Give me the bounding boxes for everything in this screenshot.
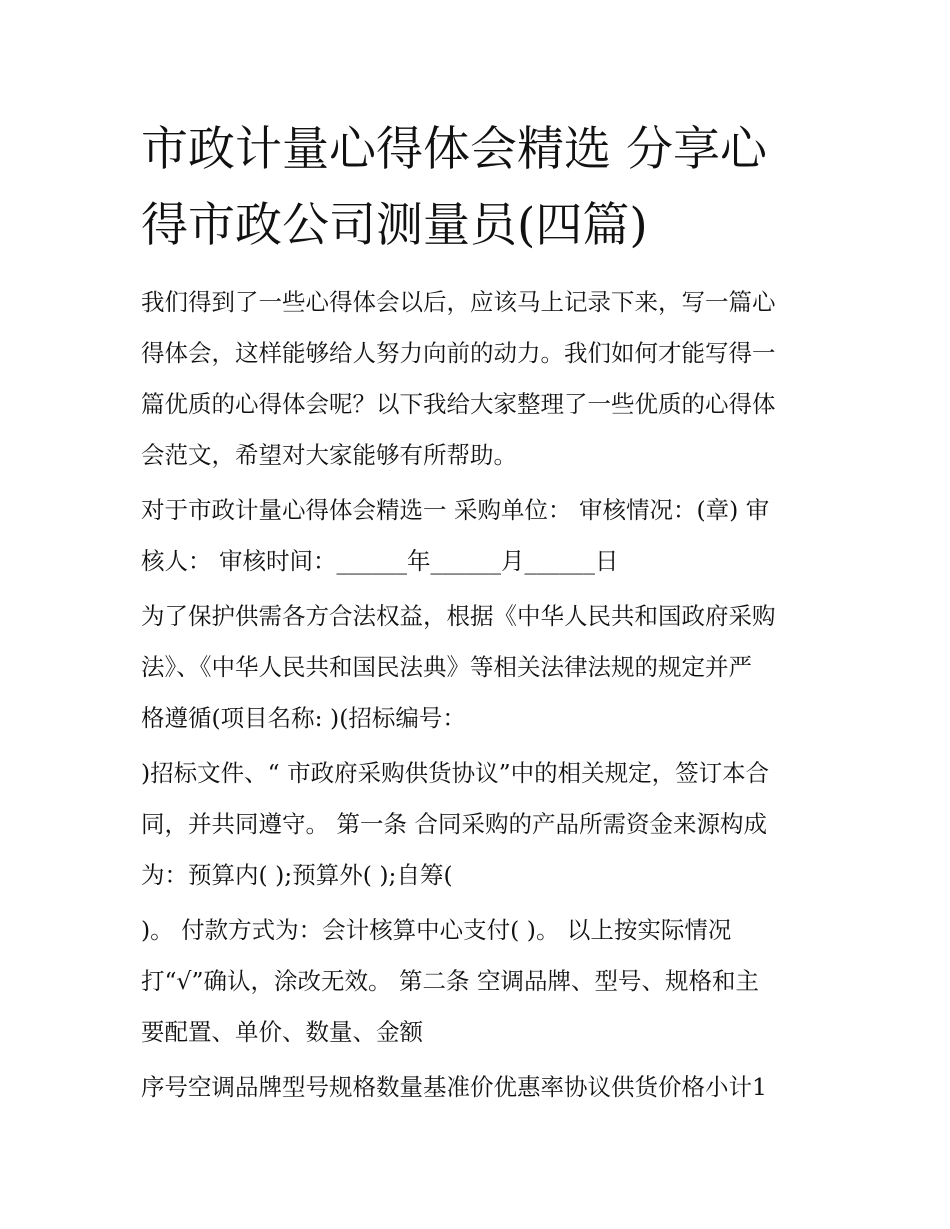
paragraph-line: 打“√”确认，涂改无效。 第二条 空调品牌、型号、规格和主 (141, 967, 759, 995)
paragraph-line: 得体会，这样能够给人努力向前的动力。我们如何才能写得一 (141, 339, 776, 367)
paragraph-line: 为：预算内( );预算外( );自筹( (141, 861, 453, 889)
paragraph-intro (141, 277, 821, 481)
title-line-1: 市政计量心得体会精选 分享心 (141, 122, 767, 177)
paragraph-line: 序号空调品牌型号规格数量基准价优惠率协议供货价格小计1 (141, 1073, 767, 1101)
paragraph-line: 篇优质的心得体会呢？以下我给大家整理了一些优质的心得体 (141, 390, 776, 418)
paragraph-line: 对于市政计量心得体会精选一 采购单位： 审核情况：(章) 审 (141, 496, 770, 524)
paragraph-line: 同，并共同遵守。 第一条 合同采购的产品所需资金来源构成 (141, 810, 767, 838)
paragraph-line: 为了保护供需各方合法权益，根据《中华人民共和国政府采购 (141, 602, 776, 630)
paragraph-audit-info (141, 485, 821, 587)
paragraph-legal-basis (141, 591, 821, 744)
paragraph-line: )招标文件、“ 市政府采购供货协议”中的相关规定，签订本合 (141, 759, 770, 787)
paragraph-table-header (141, 1062, 821, 1113)
paragraph-line: )。 付款方式为：会计核算中心支付( )。 以上按实际情况 (141, 916, 732, 944)
paragraph-line: 要配置、单价、数量、金额 (141, 1018, 423, 1046)
paragraph-line: 我们得到了一些心得体会以后，应该马上记录下来，写一篇心 (141, 288, 776, 316)
document-body (141, 277, 821, 1117)
document-title (141, 112, 821, 264)
paragraph-line: 会范文，希望对大家能够有所帮助。 (141, 441, 517, 469)
paragraph-payment (141, 905, 821, 1058)
title-line-2: 得市政公司测量员(四篇) (141, 198, 648, 253)
paragraph-article-one (141, 748, 821, 901)
paragraph-line: 格遵循(项目名称: )(招标编号： (141, 704, 466, 732)
paragraph-line: 核人： 审核时间：______年______月______日 (141, 547, 619, 575)
paragraph-line: 法》、《中华人民共和国民法典》等相关法律法规的规定并严 (141, 653, 752, 681)
